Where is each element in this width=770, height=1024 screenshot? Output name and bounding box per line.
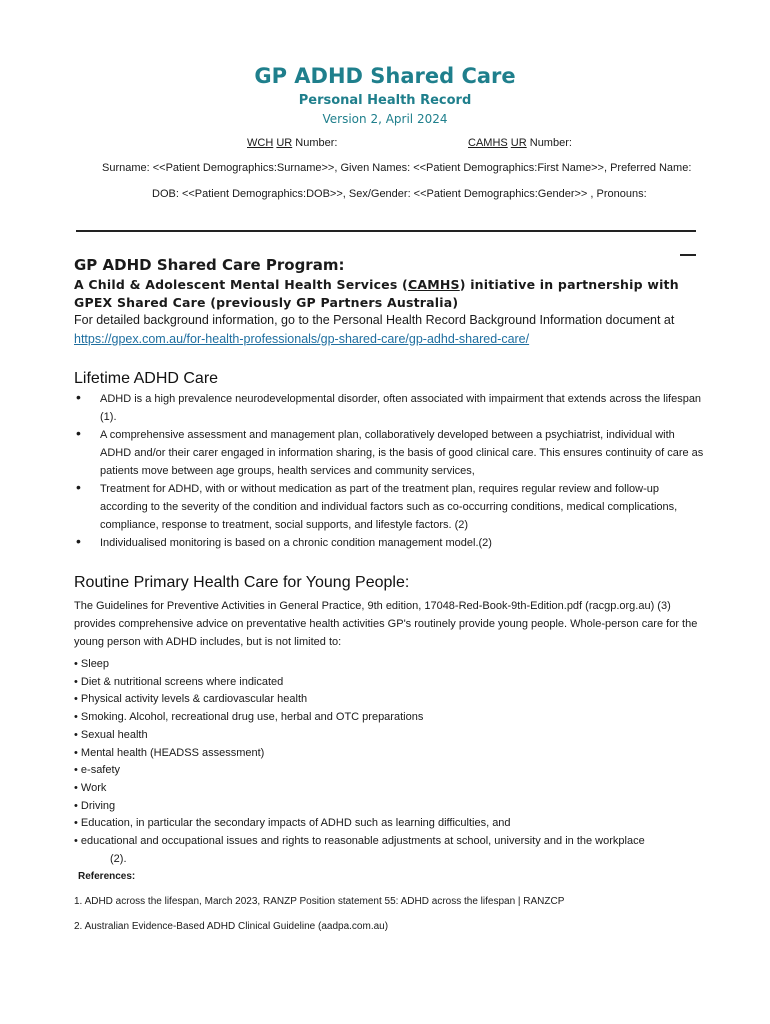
list-item: • Sleep: [74, 658, 110, 670]
document-title: GP ADHD Shared Care: [254, 64, 516, 88]
horizontal-rule-end: [680, 254, 696, 256]
wch-ur-number-field: [247, 137, 337, 149]
bullet-icon: •: [76, 425, 81, 441]
document-subtitle: Personal Health Record: [298, 93, 472, 108]
list-item: [74, 534, 704, 552]
routine-heading: Routine Primary Health Care for Young People:: [74, 574, 410, 591]
list-item: • Driving: [74, 799, 116, 812]
ur-label: UR: [276, 137, 293, 149]
list-item: • Mental health (HEADSS assessment): [74, 746, 265, 759]
list-item: [74, 390, 704, 426]
list-item: [74, 426, 704, 480]
camhs-abbrev: CAMHS: [407, 277, 460, 292]
reference-item: 2. Australian Evidence-Based ADHD Clinical Guideline (aadpa.com.au): [74, 921, 389, 932]
program-sub-text-1: A Child & Adolescent Mental Health Services (: [74, 277, 408, 292]
demographics-line-1: Surname: <<Patient Demographics:Surname>>, Given Names: <<Patient Demographics:First Name>>, Preferred Name:: [102, 162, 692, 174]
list-item: [74, 480, 704, 534]
camhs-label: CAMHS: [468, 137, 508, 149]
horizontal-rule: [76, 230, 696, 232]
list-item: • Smoking. Alcohol, recreational drug use, herbal and OTC preparations: [74, 711, 424, 724]
references-heading: References:: [78, 871, 136, 882]
ur-label: UR: [510, 137, 527, 149]
list-item: • Diet & nutritional screens where indicated: [74, 675, 284, 688]
list-item: • Work: [74, 781, 107, 794]
program-subheading: [74, 276, 714, 312]
demographics-line-2: DOB: <<Patient Demographics:DOB>>, Sex/Gender: <<Patient Demographics:Gender>> , Pronouns:: [152, 188, 647, 200]
bullet-icon: •: [76, 479, 81, 495]
number-label: Number:: [529, 137, 572, 149]
program-sub-text-2: ) initiative in partnership with GPEX Shared Care (previously GP Partners Australia): [74, 277, 679, 310]
list-item: • e-safety: [74, 764, 121, 777]
background-info-text: For detailed background information, go to the Personal Health Record Background Information document at: [74, 313, 675, 327]
routine-paragraph: The Guidelines for Preventive Activities in General Practice, 9th edition, 17048-Red-Book-9th-Edition.pdf (racgp.org.au) (3) provides comprehensive advice on preventative health activities GP's routinely provide young people. Whole-person care for the young person with ADHD includes, but is not limited to:: [74, 600, 698, 648]
reference-item: 1. ADHD across the lifespan, March 2023, RANZP Position statement 55: ADHD across the lifespan | RANZCP: [74, 896, 565, 907]
list-item: • Physical activity levels & cardiovascular health: [74, 693, 308, 706]
background-info: [74, 311, 714, 349]
program-heading: GP ADHD Shared Care Program:: [74, 256, 345, 274]
list-item-text: A comprehensive assessment and management plan, collaboratively developed between a psychiatrist, individual with ADHD and/or their carer engaged in information sharing, is the basis of good clinical care. This ensures continuity of care as patients move between age groups, health services and community services,: [100, 429, 704, 477]
list-item: • Sexual health: [74, 728, 148, 741]
camhs-ur-number-field: [468, 137, 572, 149]
list-item: • Education, in particular the secondary impacts of ADHD such as learning difficulties, and: [74, 817, 511, 830]
lifetime-heading: Lifetime ADHD Care: [74, 370, 219, 387]
document-version: Version 2, April 2024: [322, 112, 448, 126]
list-item-text: Treatment for ADHD, with or without medication as part of the treatment plan, requires regular review and follow-up according to the severity of the condition and individual factors such as co-occurring conditions, medical complications, compliance, response to treatment, social supports, and lifestyle factors. (2): [100, 483, 678, 531]
lifetime-list: [74, 390, 704, 552]
list-item-text: ADHD is a high prevalence neurodevelopmental disorder, often associated with impairment that extends across the lifespan (1).: [100, 393, 702, 423]
list-item-text: Individualised monitoring is based on a chronic condition management model.(2): [100, 537, 492, 549]
number-label: Number:: [295, 137, 338, 149]
routine-list: [74, 656, 714, 868]
list-item-continuation: (2).: [110, 852, 127, 865]
bullet-icon: •: [76, 389, 81, 405]
list-item: • educational and occupational issues and rights to reasonable adjustments at school, university and in the workplace: [74, 835, 645, 848]
bullet-icon: •: [76, 533, 81, 549]
gpex-link[interactable]: https://gpex.com.au/for-health-professionals/gp-shared-care/gp-adhd-shared-care/: [74, 332, 530, 346]
wch-label: WCH: [247, 137, 274, 149]
